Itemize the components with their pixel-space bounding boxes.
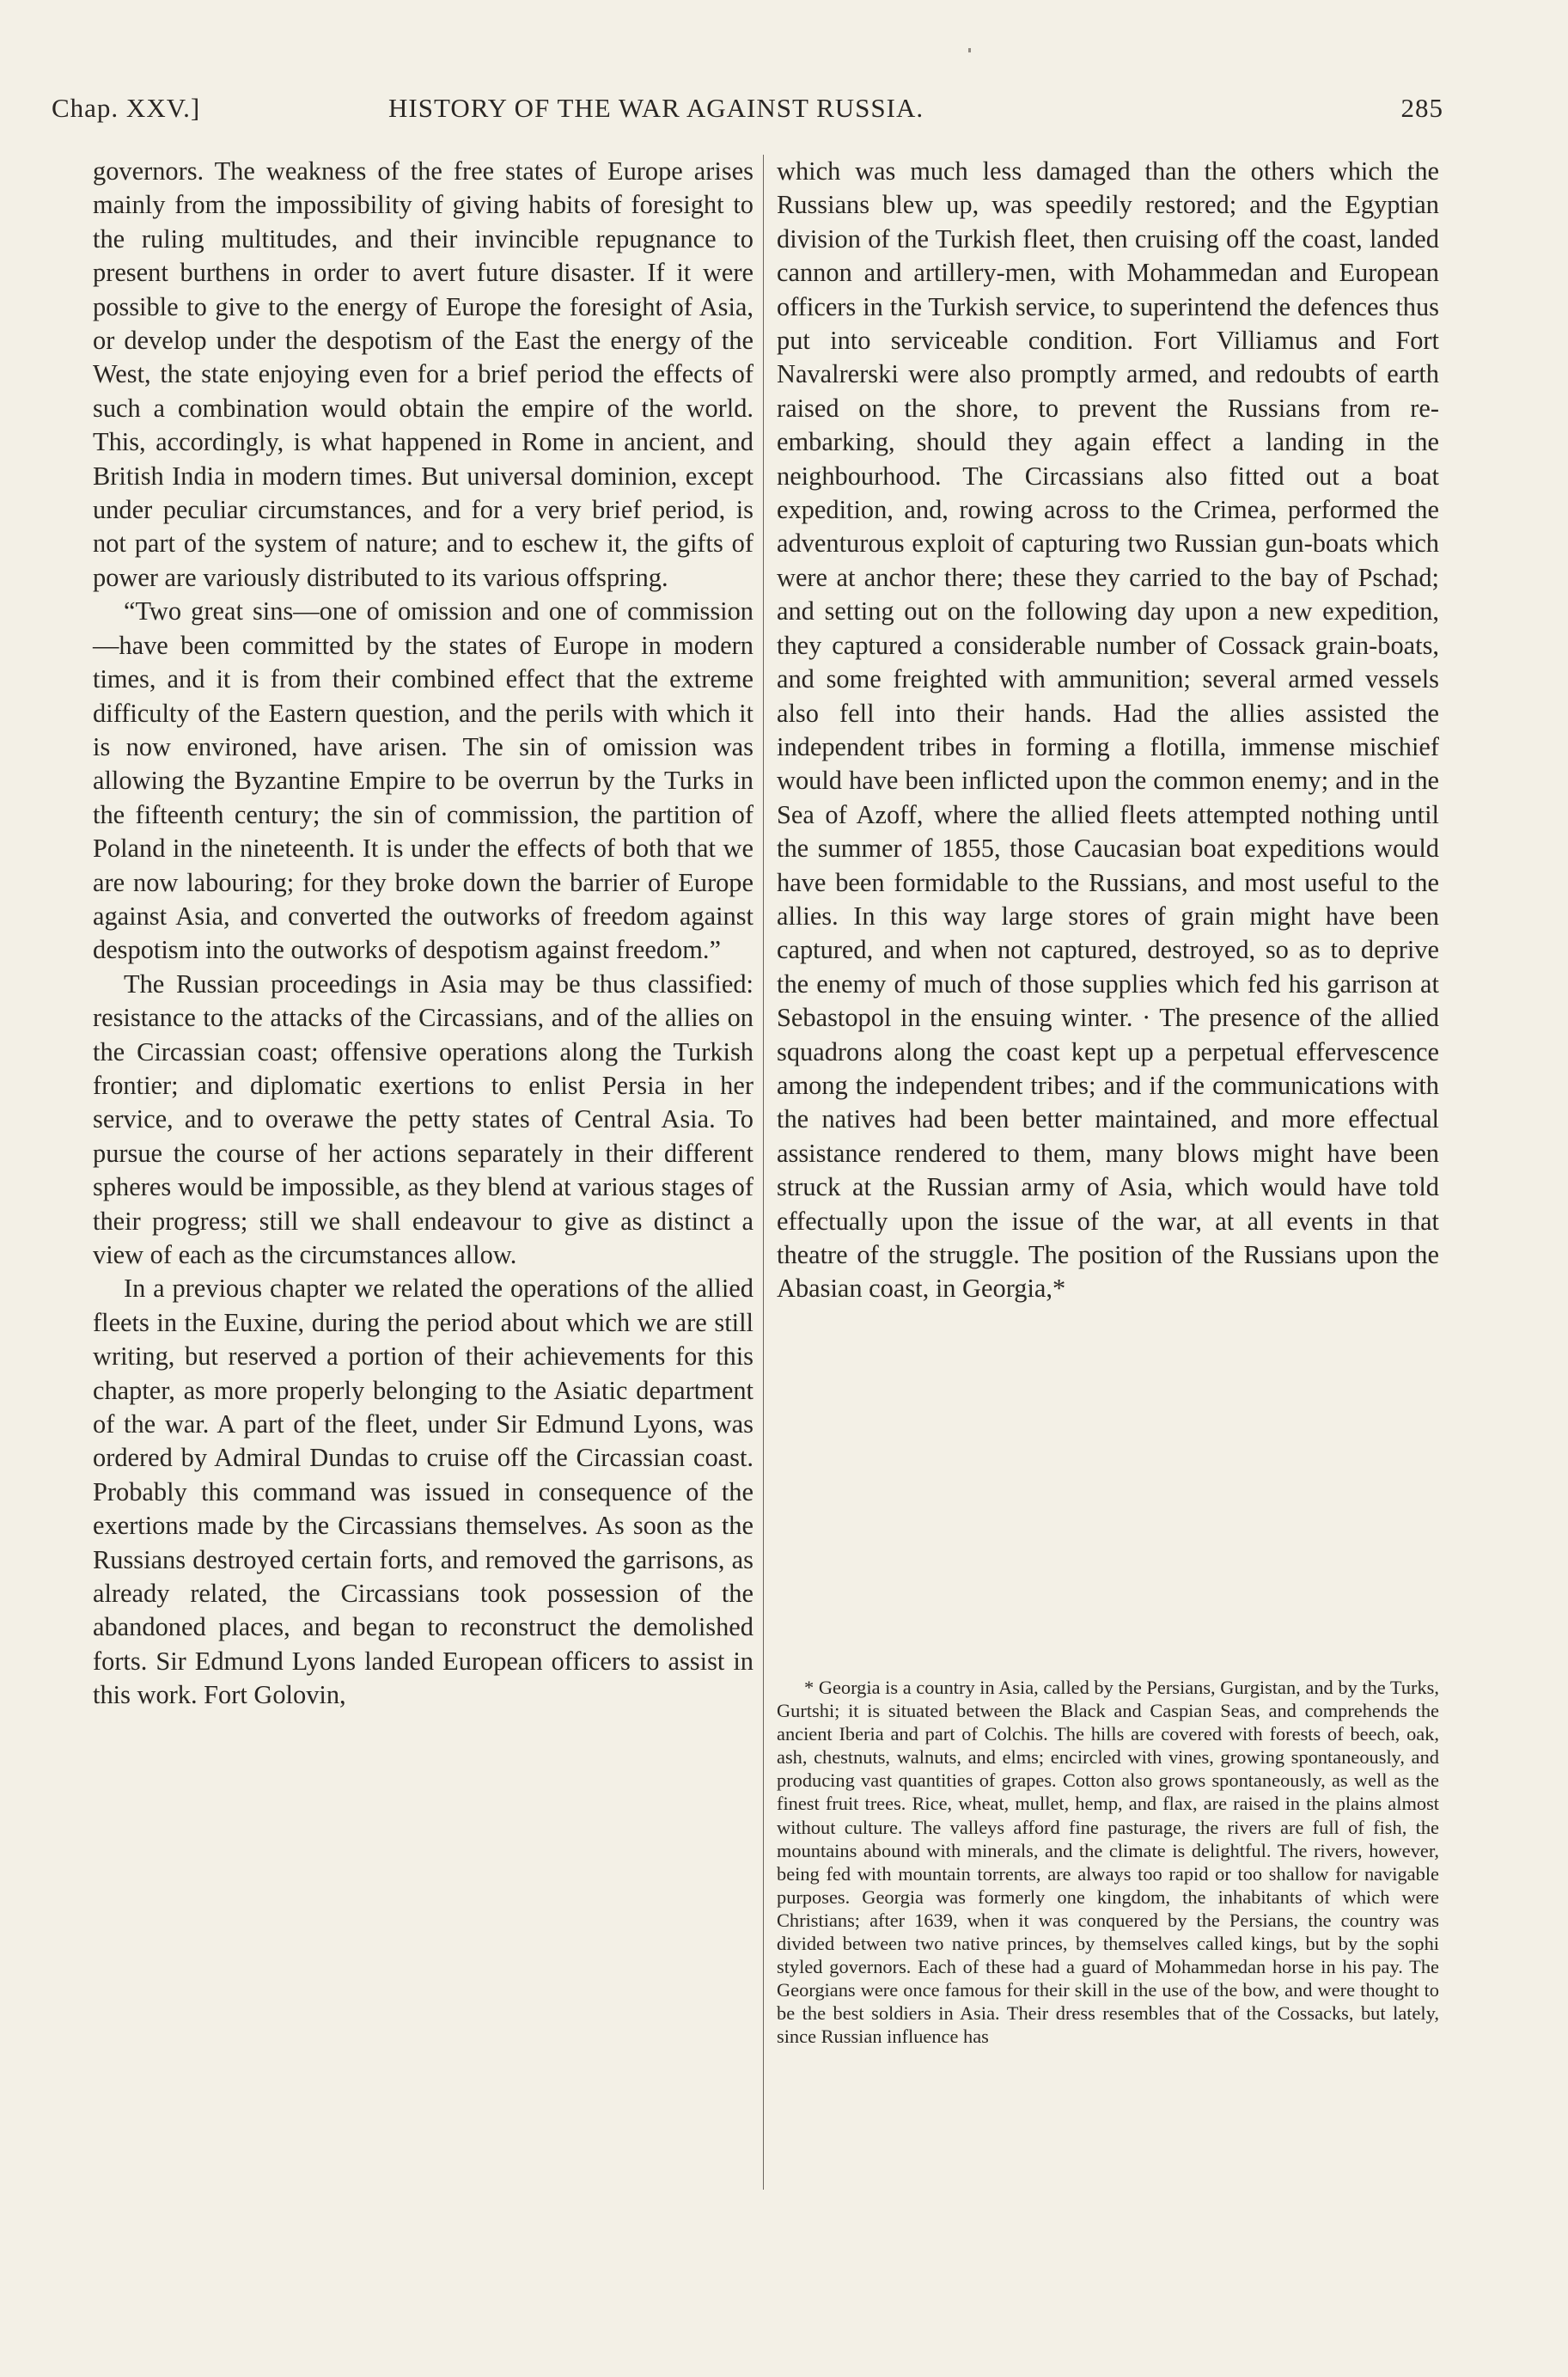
footnote-text: * Georgia is a country in Asia, called by the Persians, Gurgistan, and by the Turks, Gurtshi; it is situated between the Black and Caspian Seas, and comprehends the ancient Iberia and part of Colchis. The hills are covered with forests of beech, oak, ash, chestnuts, walnuts, and elms; encircled with vines, growing spontaneously, and producing vast quantities of grapes. Cotton also grows spontaneously, as well as the finest fruit trees. Rice, wheat, mullet, hemp, and flax, are raised in the plains almost without culture. The valleys afford fine pasturage, the rivers are full of fish, the mountains abound with minerals, and the climate is delightful. The rivers, however, being fed with mountain torrents, are always too rapid or too shallow for navigable purposes. Georgia was formerly one kingdom, the inhabitants of which were Christians; after 1639, when it was conquered by the Persians, the country was divided between two native princes, by themselves called kings, but by the sophi styled governors. Each of these had a guard of Mohammedan horse in his pay. The Georgians were once famous for their skill in the use of the bow, and were thought to be the best soldiers in Asia. Their dress resembles that of the Cossacks, but lately, since Russian influence has <box>777 1677 1439 2048</box>
paragraph: In a previous chapter we related the operations of the allied fleets in the Euxine, during the period about which we are still writing, but reserved a portion of their achievements for this chapter, as more properly belonging to the Asiatic department of the war. A part of the fleet, under Sir Edmund Lyons, was ordered by Admiral Dundas to cruise off the Circassian coast. Probably this command was issued in consequence of the exertions made by the Circassians themselves. As soon as the Russians destroyed certain forts, and removed the garrisons, as already related, the Circassians took possession of the abandoned places, and began to reconstruct the demolished forts. Sir Edmund Lyons landed European officers to assist in this work. Fort Golovin, <box>93 1274 753 1710</box>
left-column <box>93 155 753 1713</box>
running-title: HISTORY OF THE WAR AGAINST RUSSIA. <box>388 93 924 123</box>
footnote <box>777 1676 1439 2049</box>
print-mark <box>968 48 971 52</box>
paragraph: which was much less damaged than the others which the Russians blew up, was speedily restored; and the Egyptian division of the Turkish fleet, then cruising off the coast, landed cannon and artillery-men, with Mohammedan and European officers in the Turkish service, to superintend the defences thus put into serviceable condition. Fort Villiamus and Fort Navalrerski were also promptly armed, and redoubts of earth raised on the shore, to prevent the Russians from re-embarking, should they again effect a landing in the neighbourhood. The Circassians also fitted out a boat expedition, and, rowing across to the Crimea, performed the adventurous exploit of capturing two Russian gun-boats which were at anchor there; these they carried to the bay of Pschad; and setting out on the following day upon a new expedition, they captured a considerable number of Cossack grain-boats, and some freighted with ammunition; several armed vessels also fell into their hands. Had the allies assisted the independent tribes in forming a flotilla, immense mischief would have been inflicted upon the common enemy; and in the Sea of Azoff, where the allied fleets attempted nothing until the summer of 1855, those Caucasian boat expeditions would have been formidable to the Russians, and most useful to the allies. In this way large stores of grain might have been captured, and when not captured, destroyed, so as to deprive the enemy of much of those supplies which fed his garrison at Sebastopol in the ensuing winter. · The presence of the allied squadrons along the coast kept up a perpetual effervescence among the independent tribes; and if the communications with the natives had been better maintained, and more effectual assistance rendered to them, many blows might have been struck at the Russian army of Asia, which would have told effectually upon the issue of the war, at all events in that theatre of the struggle. The position of the Russians upon the Abasian coast, in Georgia,* <box>777 156 1439 1304</box>
paragraph: “Two great sins—one of omission and one of commission—have been committed by the states of Europe in modern times, and it is from their combined effect that the extreme difficulty of the Eastern question, and the perils with which it is now environed, have arisen. The sin of omission was allowing the Byzantine Empire to be overrun by the Turks in the fifteenth century; the sin of commission, the partition of Poland in the nineteenth. It is under the effects of both that we are now labouring; for they broke down the barrier of Europe against Asia, and converted the outworks of freedom against despotism into the outworks of despotism against freedom.” <box>93 596 753 965</box>
running-header <box>52 93 1443 136</box>
paragraph: The Russian proceedings in Asia may be thus classified: resistance to the attacks of the Circassians, and of the allies on the Circassian coast; offensive operations along the Turkish frontier; and diplomatic exertions to enlist Persia in her service, and to overawe the petty states of Central Asia. To pursue the course of her actions separately in their different spheres would be impossible, as they blend at various stages of their progress; still we shall endeavour to give as distinct a view of each as the circumstances allow. <box>93 969 753 1269</box>
paragraph: governors. The weakness of the free states of Europe arises mainly from the impossibility of giving habits of foresight to the ruling multitudes, and their invincible repugnance to present burthens in order to avert future disaster. If it were possible to give to the energy of Europe the foresight of Asia, or develop under the despotism of the East the energy of the West, the state enjoying even for a brief period the effects of such a combination would obtain the empire of the world. This, accordingly, is what happened in Rome in ancient, and British India in modern times. But universal dominion, except under peculiar circumstances, and for a very brief period, is not part of the system of nature; and to eschew it, the gifts of power are variously distributed to its various offspring. <box>93 156 753 592</box>
right-column <box>777 155 1439 1306</box>
page-number: 285 <box>1400 93 1443 123</box>
column-divider <box>763 155 764 2190</box>
chapter-label: Chap. XXV.] <box>52 93 201 123</box>
